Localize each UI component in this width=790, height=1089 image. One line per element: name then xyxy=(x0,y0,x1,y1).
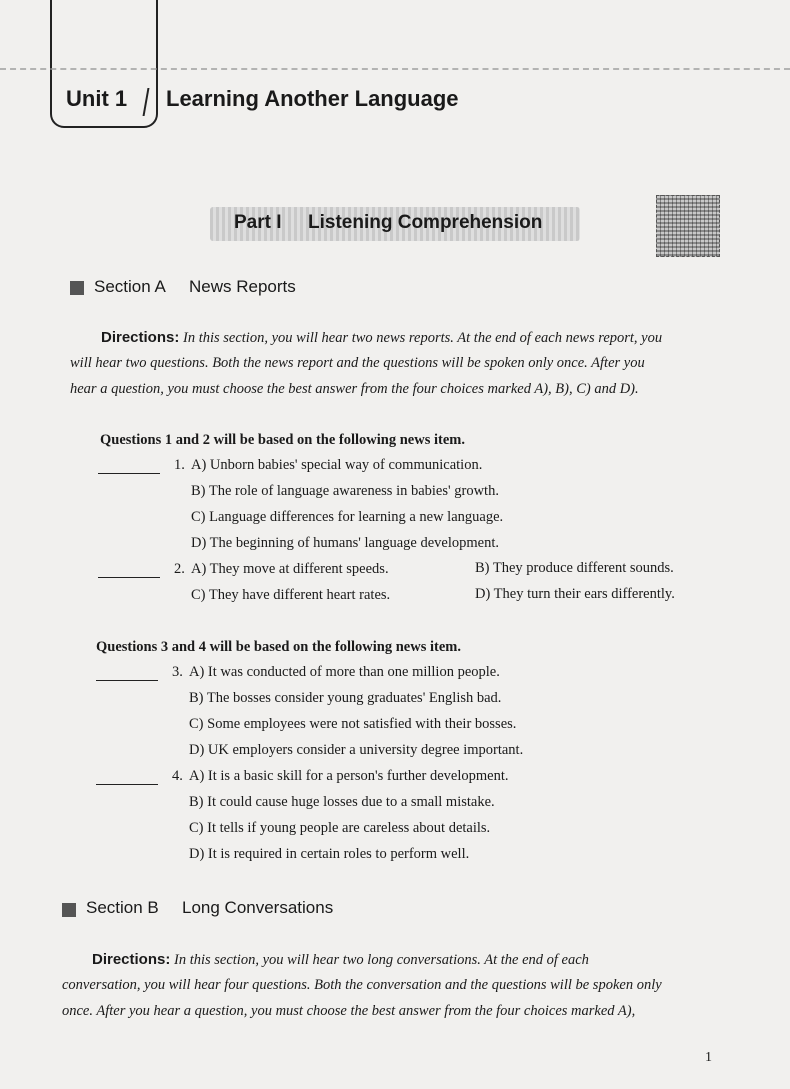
question-group-intro-1: Questions 1 and 2 will be based on the following news item. xyxy=(100,432,465,448)
section-a-label: Section A xyxy=(94,277,166,296)
answer-blank-q4[interactable] xyxy=(96,784,158,785)
section-b-square-icon xyxy=(62,903,76,917)
audio-code-image xyxy=(656,195,720,257)
header-rule xyxy=(0,68,790,70)
question-number-2: 2. xyxy=(174,561,185,577)
q3-option-c[interactable]: C) Some employees were not satisfied with their bosses. xyxy=(189,716,517,732)
answer-blank-q2[interactable] xyxy=(98,577,160,578)
page-number: 1 xyxy=(705,1050,712,1065)
q1-option-d[interactable]: D) The beginning of humans' language development. xyxy=(191,535,499,551)
section-b-directions-lead: Directions: xyxy=(92,951,171,968)
section-a-directions-line-1: Directions: In this section, you will hear two news reports. At the end of each news report, you xyxy=(101,329,663,346)
section-a-directions-line-2: will hear two questions. Both the news report and the questions will be spoken only once. After you xyxy=(70,355,645,371)
q3-option-b[interactable]: B) The bosses consider young graduates' English bad. xyxy=(189,690,502,706)
q2-option-b[interactable]: B) They produce different sounds. xyxy=(475,560,674,576)
part-title: Listening Comprehension xyxy=(308,212,543,233)
q1-option-a[interactable]: A) Unborn babies' special way of communication. xyxy=(191,457,483,473)
question-number-4: 4. xyxy=(172,768,183,784)
q1-option-b[interactable]: B) The role of language awareness in babies' growth. xyxy=(191,483,499,499)
unit-label: Unit 1 xyxy=(66,86,128,111)
unit-title: Learning Another Language xyxy=(166,86,459,111)
q4-option-d[interactable]: D) It is required in certain roles to perform well. xyxy=(189,846,470,862)
section-b-title: Long Conversations xyxy=(182,898,334,917)
q3-option-a[interactable]: A) It was conducted of more than one million people. xyxy=(189,664,500,680)
question-number-1: 1. xyxy=(174,457,185,473)
section-b-directions-line-1: Directions: In this section, you will hear two long conversations. At the end of each xyxy=(92,951,589,968)
q2-option-c[interactable]: C) They have different heart rates. xyxy=(191,587,391,603)
answer-blank-q3[interactable] xyxy=(96,680,158,681)
section-b-directions-line-3: once. After you hear a question, you must choose the best answer from the four choices marked A), xyxy=(62,1003,636,1019)
q4-option-c[interactable]: C) It tells if young people are careless about details. xyxy=(189,820,491,836)
part-label: Part I xyxy=(234,212,282,233)
q1-option-c[interactable]: C) Language differences for learning a new language. xyxy=(191,509,504,525)
section-b-directions-line-2: conversation, you will hear four questions. Both the conversation and the questions will be spoken only xyxy=(62,977,662,993)
q2-option-a[interactable]: A) They move at different speeds. xyxy=(191,561,389,577)
q2-option-d[interactable]: D) They turn their ears differently. xyxy=(475,586,675,602)
q4-option-b[interactable]: B) It could cause huge losses due to a small mistake. xyxy=(189,794,495,810)
section-b-label: Section B xyxy=(86,898,159,917)
question-number-3: 3. xyxy=(172,664,183,680)
question-group-intro-2: Questions 3 and 4 will be based on the following news item. xyxy=(96,639,461,655)
q4-option-a[interactable]: A) It is a basic skill for a person's further development. xyxy=(189,768,509,784)
section-a-title: News Reports xyxy=(189,277,296,296)
q3-option-d[interactable]: D) UK employers consider a university degree important. xyxy=(189,742,524,758)
section-a-directions-lead: Directions: xyxy=(101,329,180,346)
answer-blank-q1[interactable] xyxy=(98,473,160,474)
section-a-directions-line-3: hear a question, you must choose the best answer from the four choices marked A), B), C) and D). xyxy=(70,381,639,397)
section-a-square-icon xyxy=(70,281,84,295)
